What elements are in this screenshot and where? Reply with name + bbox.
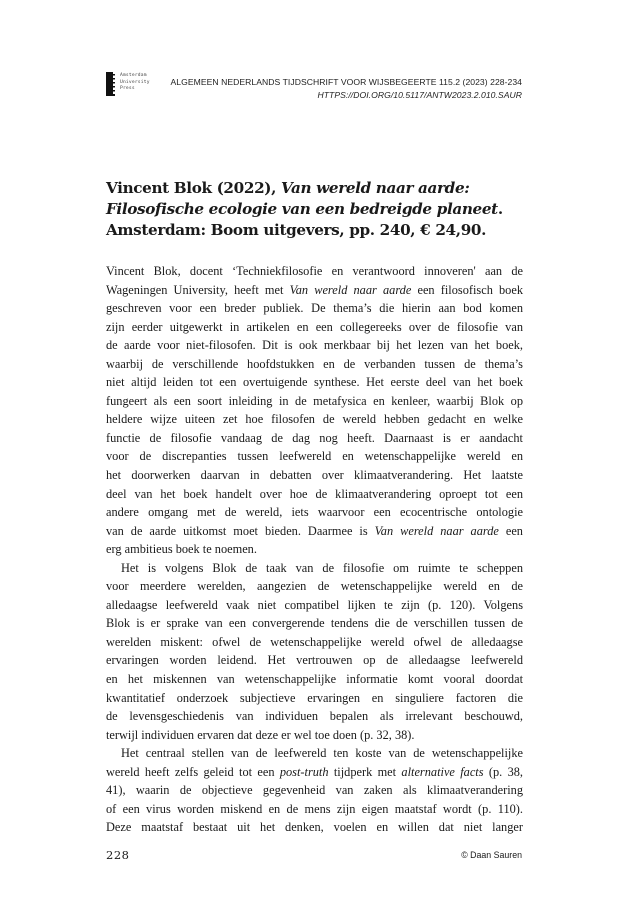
running-head: [171, 76, 523, 101]
body-line: [106, 614, 523, 633]
body-line: [106, 800, 523, 819]
text-run: deel van het boek handelt over hoe de klimaatverandering oproept tot een: [106, 486, 523, 501]
publisher-logo: [106, 72, 150, 98]
body-line: [106, 522, 523, 541]
text-run: Het centraal stellen van de leefwereld ten koste van de wetenschappelijke: [121, 746, 523, 761]
text-run: kwantitatief onderzoek subjectieve ervaringen en singuliere factoren die: [106, 690, 523, 705]
text-run: Deze maatstaf bestaat uit het denken, voelen en willen dat niet langer: [106, 820, 523, 835]
text-run: werelden miskent: ofwel de wetenschappelijke wereld ofwel de alledaagse: [106, 634, 523, 649]
review-title: [106, 178, 536, 241]
text-run: zijn eerder uitgewerkt in artikelen en een collegereeks over de filosofie van: [106, 319, 523, 334]
text-run: 41), waarin de objectieve gegevenheid van zaken als klimaatverandering: [106, 783, 523, 798]
copyright-notice: © Daan Sauren: [461, 850, 522, 860]
text-run: Het is volgens Blok de taak van de filosofie om ruimte te scheppen: [121, 560, 523, 575]
title-line-1: [106, 178, 536, 199]
text-run: Blok is er sprake van een convergerende tendens die de verschillen tussen de: [106, 616, 523, 631]
text-run: fungeert als een soort inleiding in de metafysica en kenleer, waarbij Blok op: [106, 393, 523, 408]
text-run: voor meerdere werelden, aangezien de wetenschappelijke wereld en de: [106, 579, 523, 594]
text-run: Wageningen University, heeft met: [106, 282, 290, 297]
body-line: [106, 670, 523, 689]
body-line: [106, 429, 523, 448]
title-book-title-part-1: Van wereld naar aarde:: [281, 179, 470, 197]
title-book-title-part-2: Filosofische ecologie van een bedreigde planeet: [106, 200, 498, 218]
body-line: [106, 726, 523, 745]
italic-text: Van wereld naar aarde: [374, 523, 499, 538]
body-line: [106, 633, 523, 652]
body-line: [106, 392, 523, 411]
body-line: [106, 466, 523, 485]
text-run: tijdperk met: [328, 764, 402, 779]
body-line: [106, 503, 523, 522]
logo-line: Press: [120, 86, 135, 92]
body-line: [106, 447, 523, 466]
body-line: [106, 744, 523, 763]
logo-line: University: [120, 79, 150, 85]
text-run: de aarde voor niet-filosofen. Dit is ook merkbaar bij het lezen van het boek,: [106, 338, 523, 353]
title-author-year: Vincent Blok (2022),: [106, 179, 281, 197]
text-run: terwijl individuen ervaren dat deze er wel toe doen (p. 32, 38).: [106, 727, 415, 742]
body-line: [106, 818, 523, 837]
italic-text: alternative facts: [401, 764, 484, 779]
text-run: van de aarde uitkomst moet bieden. Daarmee is: [106, 523, 375, 538]
body-line: [106, 355, 523, 374]
amsterdam-university-press-logo-icon: [106, 72, 115, 96]
journal-citation: ALGEMEEN NEDERLANDS TIJDSCHRIFT VOOR WIJSBEGEERTE 115.2 (2023) 228-234: [170, 77, 522, 87]
text-run: of een virus worden miskend en de mens zijn eigen maatstaf wordt (p. 110).: [106, 801, 523, 816]
text-run: alledaagse leefwereld vaak niet compatibel lijken te zijn (p. 120). Volgens: [106, 597, 523, 612]
body-line: [106, 781, 523, 800]
text-run: erg ambitieus boek te noemen.: [106, 542, 257, 557]
body-line: [106, 318, 523, 337]
body-line: [106, 299, 523, 318]
text-run: een: [498, 523, 523, 538]
text-run: een filosofisch boek: [411, 282, 524, 297]
page-number: 228: [106, 848, 130, 862]
text-run: functie de filosofie vandaag de dag nog heeft. Daarnaast is er aandacht: [106, 430, 523, 445]
body-line: [106, 410, 523, 429]
body-line: [106, 577, 523, 596]
body-line: [106, 763, 523, 782]
text-run: ervaringen worden leidend. Het vertrouwen op de alledaagse leefwereld: [106, 653, 523, 668]
title-line-3: [106, 220, 536, 241]
title-line-2: [106, 199, 536, 220]
body-line: [106, 596, 523, 615]
title-publication-info: Amsterdam: Boom uitgevers, pp. 240, € 24,90.: [106, 221, 487, 239]
text-run: geschreven voor een breder publiek. De thema’s die hierin aan bod komen: [106, 301, 523, 316]
body-line: [106, 689, 523, 708]
text-run: Vincent Blok, docent ‘Techniekfilosofie en verantwoord innoveren' aan de: [106, 264, 523, 278]
italic-text: post-truth: [279, 764, 329, 779]
body-line: [106, 651, 523, 670]
body-line: [106, 281, 523, 300]
body-line: [106, 485, 523, 504]
body-line: [106, 559, 523, 578]
review-body: [106, 262, 523, 837]
text-run: voor de discrepanties tussen leefwereld en wetenschappelijke wereld en: [106, 449, 523, 464]
title-period: .: [497, 200, 503, 218]
logo-line: Amsterdam: [120, 73, 147, 78]
body-line: [106, 707, 523, 726]
text-run: andere omgang met de wereld, iets waarvoor een ecocentrische ontologie: [106, 505, 523, 520]
text-run: wereld heeft zelfs geleid tot een: [106, 764, 280, 779]
text-run: niet altijd leiden tot een overtuigende synthese. Het eerste deel van het boek: [106, 375, 523, 390]
logo-wordmark: [120, 73, 150, 93]
text-run: het doorwerken daarvan in debatten over klimaatverandering. Het laatste: [106, 468, 523, 483]
body-line: [106, 373, 523, 392]
body-line: [106, 336, 523, 355]
italic-text: Van wereld naar aarde: [289, 282, 412, 297]
doi-link[interactable]: HTTPS://DOI.ORG/10.5117/ANTW2023.2.010.SAUR: [317, 89, 522, 100]
text-run: (p. 38,: [483, 764, 523, 779]
text-run: waarbij de verschillende hoofdstukken en de verbanden tussen de thema’s: [106, 356, 523, 371]
body-line: [106, 262, 523, 281]
text-run: en het miskennen van wetenschappelijke informatie komt vooral doordat: [106, 672, 523, 687]
text-run: heldere wijze uiteen zet hoe filosofen de wereld hebben gedacht en welke: [106, 412, 523, 427]
text-run: de levensgeschiedenis van individuen bepalen als irrelevant beschouwd,: [106, 709, 523, 724]
body-line: [106, 540, 523, 559]
